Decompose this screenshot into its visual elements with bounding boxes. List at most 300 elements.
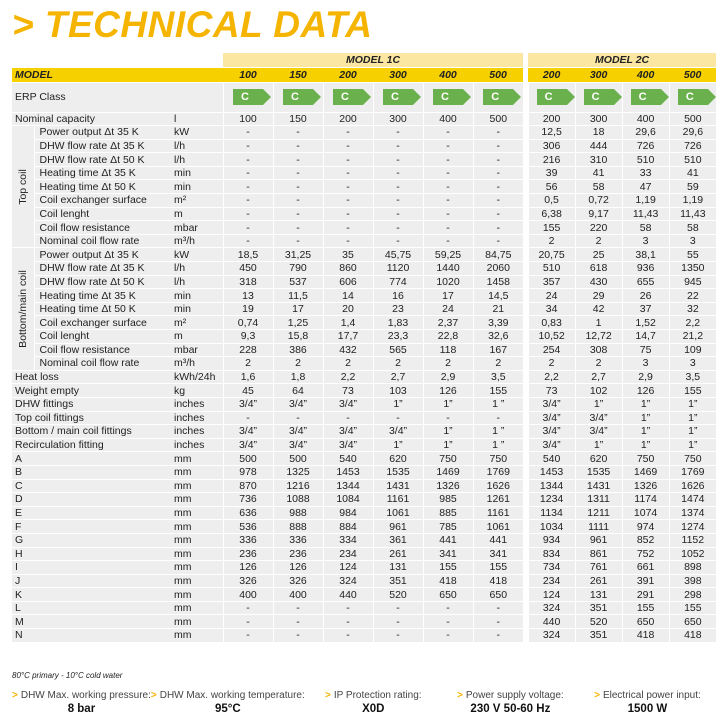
value-cell: 1469 bbox=[423, 465, 473, 479]
page-title: > TECHNICAL DATA bbox=[12, 4, 373, 45]
unit-cell: kW bbox=[171, 248, 223, 262]
value-cell: 341 bbox=[473, 547, 523, 561]
model-header-cell: 300 bbox=[575, 67, 622, 82]
value-cell: - bbox=[273, 629, 323, 643]
value-cell: 1” bbox=[669, 397, 716, 411]
top-coil-row bbox=[12, 234, 716, 248]
value-cell: 24 bbox=[423, 302, 473, 316]
unit-cell: mm bbox=[171, 506, 223, 520]
value-cell: 400 bbox=[223, 588, 273, 602]
general-row bbox=[12, 533, 716, 547]
value-cell: 155 bbox=[423, 561, 473, 575]
value-cell: 1274 bbox=[669, 520, 716, 534]
value-cell: 2,9 bbox=[423, 370, 473, 384]
value-cell: - bbox=[473, 207, 523, 221]
value-cell: 0,5 bbox=[528, 194, 575, 208]
value-cell: 18 bbox=[575, 126, 622, 140]
value-cell: 1311 bbox=[575, 493, 622, 507]
value-cell: 1” bbox=[622, 425, 669, 439]
top-coil-group-label: Top coil bbox=[16, 168, 29, 205]
technical-data-table bbox=[12, 53, 716, 643]
erp-class-label: ERP Class bbox=[12, 82, 223, 112]
value-cell: 9,17 bbox=[575, 207, 622, 221]
value-cell: - bbox=[323, 601, 373, 615]
general-row bbox=[12, 411, 716, 425]
general-row bbox=[12, 493, 716, 507]
row-label: Nominal coil flow rate bbox=[34, 234, 171, 248]
value-cell: - bbox=[373, 234, 423, 248]
unit-cell: min bbox=[171, 180, 223, 194]
row-label: Power output Δt 35 K bbox=[34, 248, 171, 262]
value-cell: 150 bbox=[273, 112, 323, 126]
unit-cell: min bbox=[171, 166, 223, 180]
bottom-coil-row bbox=[12, 275, 716, 289]
value-cell: 650 bbox=[473, 588, 523, 602]
value-cell: 167 bbox=[473, 343, 523, 357]
spec-summary bbox=[12, 690, 716, 715]
value-cell: 14,5 bbox=[473, 289, 523, 303]
unit-cell: m³/h bbox=[171, 234, 223, 248]
value-cell: 31,25 bbox=[273, 248, 323, 262]
value-cell: 400 bbox=[273, 588, 323, 602]
bottom-coil-row bbox=[12, 248, 716, 262]
value-cell: 650 bbox=[669, 615, 716, 629]
value-cell: 3/4” bbox=[373, 425, 423, 439]
unit-cell: inches bbox=[171, 438, 223, 452]
value-cell: 1,4 bbox=[323, 316, 373, 330]
value-cell: 21,2 bbox=[669, 330, 716, 344]
value-cell: 961 bbox=[575, 533, 622, 547]
erp-class-badge: C bbox=[678, 89, 708, 105]
value-cell: 131 bbox=[373, 561, 423, 575]
value-cell: 3 bbox=[669, 234, 716, 248]
general-row bbox=[12, 425, 716, 439]
value-cell: 318 bbox=[223, 275, 273, 289]
value-cell: - bbox=[373, 601, 423, 615]
value-cell: - bbox=[273, 221, 323, 235]
unit-cell: m bbox=[171, 207, 223, 221]
value-cell: 1769 bbox=[473, 465, 523, 479]
value-cell: 103 bbox=[373, 384, 423, 398]
unit-cell: mm bbox=[171, 465, 223, 479]
value-cell: 41 bbox=[669, 166, 716, 180]
value-cell: - bbox=[423, 180, 473, 194]
unit-cell: mm bbox=[171, 520, 223, 534]
value-cell: 2 bbox=[575, 357, 622, 371]
value-cell: 55 bbox=[669, 248, 716, 262]
general-row bbox=[12, 561, 716, 575]
value-cell: 17 bbox=[423, 289, 473, 303]
value-cell: - bbox=[273, 601, 323, 615]
value-cell: - bbox=[273, 411, 323, 425]
value-cell: 1152 bbox=[669, 533, 716, 547]
value-cell: 2 bbox=[528, 234, 575, 248]
unit-cell: mbar bbox=[171, 343, 223, 357]
row-label: N bbox=[12, 629, 171, 643]
value-cell: 22,8 bbox=[423, 330, 473, 344]
value-cell: 109 bbox=[669, 343, 716, 357]
erp-class-cell bbox=[323, 82, 373, 112]
value-cell: 1,8 bbox=[273, 370, 323, 384]
value-cell: 432 bbox=[323, 343, 373, 357]
value-cell: 3 bbox=[669, 357, 716, 371]
value-cell: - bbox=[223, 126, 273, 140]
row-label: Nominal coil flow rate bbox=[34, 357, 171, 371]
unit-cell: inches bbox=[171, 397, 223, 411]
bottom-coil-group-label-cell bbox=[12, 248, 34, 370]
value-cell: 1350 bbox=[669, 262, 716, 276]
erp-class-badge: C bbox=[537, 89, 567, 105]
value-cell: 12,72 bbox=[575, 330, 622, 344]
model-header-cell: 400 bbox=[423, 67, 473, 82]
bottom-coil-row bbox=[12, 302, 716, 316]
value-cell: - bbox=[423, 194, 473, 208]
footnote: 80°C primary - 10°C cold water bbox=[12, 671, 123, 680]
value-cell: 500 bbox=[473, 112, 523, 126]
value-cell: 3/4” bbox=[528, 425, 575, 439]
value-cell: 39 bbox=[528, 166, 575, 180]
value-cell: 752 bbox=[622, 547, 669, 561]
value-cell: 418 bbox=[423, 574, 473, 588]
value-cell: 1061 bbox=[473, 520, 523, 534]
value-cell: 300 bbox=[575, 112, 622, 126]
value-cell: 334 bbox=[323, 533, 373, 547]
value-cell: 620 bbox=[373, 452, 423, 466]
spec-label bbox=[442, 690, 579, 701]
value-cell: - bbox=[423, 234, 473, 248]
value-cell: 1084 bbox=[323, 493, 373, 507]
value-cell: 42 bbox=[575, 302, 622, 316]
value-cell: 236 bbox=[273, 547, 323, 561]
value-cell: 1” bbox=[622, 411, 669, 425]
unit-cell: mm bbox=[171, 629, 223, 643]
spec-value: 8 bar bbox=[67, 703, 96, 715]
value-cell: 1 bbox=[575, 316, 622, 330]
value-cell: 21 bbox=[473, 302, 523, 316]
value-cell: 985 bbox=[423, 493, 473, 507]
value-cell: - bbox=[423, 126, 473, 140]
general-row bbox=[12, 397, 716, 411]
unit-cell: l/h bbox=[171, 262, 223, 276]
value-cell: 984 bbox=[323, 506, 373, 520]
row-label: K bbox=[12, 588, 171, 602]
value-cell: 1,52 bbox=[622, 316, 669, 330]
value-cell: 124 bbox=[528, 588, 575, 602]
value-cell: 618 bbox=[575, 262, 622, 276]
value-cell: 3,5 bbox=[669, 370, 716, 384]
value-cell: 884 bbox=[323, 520, 373, 534]
value-cell: 3 bbox=[622, 357, 669, 371]
value-cell: 126 bbox=[273, 561, 323, 575]
value-cell: - bbox=[373, 194, 423, 208]
model-group-2c: MODEL 2C bbox=[528, 53, 716, 67]
chevron-right-icon: > bbox=[325, 690, 331, 701]
value-cell: - bbox=[473, 601, 523, 615]
spec-label-text: DHW Max. working pressure: bbox=[20, 690, 151, 701]
value-cell: 351 bbox=[575, 601, 622, 615]
value-cell: 126 bbox=[223, 561, 273, 575]
value-cell: 84,75 bbox=[473, 248, 523, 262]
value-cell: - bbox=[423, 166, 473, 180]
top-coil-row bbox=[12, 180, 716, 194]
value-cell: 2,37 bbox=[423, 316, 473, 330]
value-cell: 1 ” bbox=[473, 438, 523, 452]
value-cell: - bbox=[423, 629, 473, 643]
value-cell: 34 bbox=[528, 302, 575, 316]
value-cell: 1453 bbox=[323, 465, 373, 479]
value-cell: 418 bbox=[622, 629, 669, 643]
value-cell: - bbox=[273, 153, 323, 167]
value-cell: 1161 bbox=[373, 493, 423, 507]
value-cell: 20 bbox=[323, 302, 373, 316]
value-cell: 736 bbox=[223, 493, 273, 507]
value-cell: - bbox=[473, 629, 523, 643]
general-row bbox=[12, 615, 716, 629]
value-cell: - bbox=[473, 180, 523, 194]
value-cell: - bbox=[323, 411, 373, 425]
spec-label-text: DHW Max. working temperature: bbox=[159, 690, 305, 701]
model-header-label: MODEL bbox=[12, 67, 223, 82]
value-cell: 261 bbox=[575, 574, 622, 588]
chevron-right-icon: > bbox=[457, 690, 463, 701]
value-cell: 1326 bbox=[622, 479, 669, 493]
value-cell: 1453 bbox=[528, 465, 575, 479]
row-label: DHW flow rate Δt 35 K bbox=[34, 139, 171, 153]
erp-class-cell bbox=[423, 82, 473, 112]
value-cell: 418 bbox=[669, 629, 716, 643]
value-cell: 440 bbox=[528, 615, 575, 629]
row-label: Nominal capacity bbox=[12, 112, 171, 126]
value-cell: 33 bbox=[622, 166, 669, 180]
value-cell: - bbox=[323, 139, 373, 153]
value-cell: 2 bbox=[273, 357, 323, 371]
value-cell: 1344 bbox=[323, 479, 373, 493]
value-cell: 324 bbox=[323, 574, 373, 588]
value-cell: 774 bbox=[373, 275, 423, 289]
value-cell: - bbox=[273, 180, 323, 194]
value-cell: 750 bbox=[622, 452, 669, 466]
model-header-cell: 200 bbox=[528, 67, 575, 82]
value-cell: 1120 bbox=[373, 262, 423, 276]
row-label: Coil flow resistance bbox=[34, 221, 171, 235]
value-cell: 510 bbox=[528, 262, 575, 276]
value-cell: 361 bbox=[373, 533, 423, 547]
value-cell: 1061 bbox=[373, 506, 423, 520]
unit-cell: mm bbox=[171, 601, 223, 615]
value-cell: 974 bbox=[622, 520, 669, 534]
row-label: F bbox=[12, 520, 171, 534]
value-cell: 24 bbox=[528, 289, 575, 303]
value-cell: 3/4” bbox=[323, 397, 373, 411]
value-cell: - bbox=[323, 126, 373, 140]
value-cell: 1469 bbox=[622, 465, 669, 479]
unit-cell: mm bbox=[171, 561, 223, 575]
row-label: DHW fittings bbox=[12, 397, 171, 411]
erp-class-cell bbox=[528, 82, 575, 112]
value-cell: 1” bbox=[669, 425, 716, 439]
value-cell: 1,19 bbox=[669, 194, 716, 208]
value-cell: - bbox=[223, 221, 273, 235]
value-cell: 1” bbox=[622, 397, 669, 411]
nominal-capacity-row bbox=[12, 112, 716, 126]
value-cell: - bbox=[373, 221, 423, 235]
value-cell: 510 bbox=[622, 153, 669, 167]
value-cell: 326 bbox=[223, 574, 273, 588]
value-cell: 3/4” bbox=[575, 411, 622, 425]
value-cell: 1020 bbox=[423, 275, 473, 289]
value-cell: 234 bbox=[528, 574, 575, 588]
row-label: B bbox=[12, 465, 171, 479]
value-cell: 1” bbox=[575, 397, 622, 411]
value-cell: - bbox=[223, 234, 273, 248]
value-cell: - bbox=[373, 180, 423, 194]
value-cell: - bbox=[323, 221, 373, 235]
value-cell: - bbox=[273, 194, 323, 208]
general-row bbox=[12, 601, 716, 615]
value-cell: 336 bbox=[223, 533, 273, 547]
unit-cell: mm bbox=[171, 493, 223, 507]
value-cell: 11,43 bbox=[622, 207, 669, 221]
unit-cell: inches bbox=[171, 411, 223, 425]
row-label: DHW flow rate Δt 50 K bbox=[34, 275, 171, 289]
value-cell: 29,6 bbox=[669, 126, 716, 140]
spec-label-text: IP Protection rating: bbox=[333, 690, 422, 701]
value-cell: 0,74 bbox=[223, 316, 273, 330]
chevron-right-icon: > bbox=[594, 690, 600, 701]
value-cell: 2060 bbox=[473, 262, 523, 276]
unit-cell: min bbox=[171, 302, 223, 316]
value-cell: 3/4” bbox=[323, 425, 373, 439]
value-cell: 1” bbox=[669, 438, 716, 452]
value-cell: 440 bbox=[323, 588, 373, 602]
value-cell: 324 bbox=[528, 629, 575, 643]
value-cell: 606 bbox=[323, 275, 373, 289]
value-cell: 14 bbox=[323, 289, 373, 303]
value-cell: 3/4” bbox=[323, 438, 373, 452]
value-cell: 726 bbox=[622, 139, 669, 153]
value-cell: 29,6 bbox=[622, 126, 669, 140]
value-cell: - bbox=[223, 629, 273, 643]
value-cell: - bbox=[423, 601, 473, 615]
row-label: A bbox=[12, 452, 171, 466]
value-cell: - bbox=[373, 207, 423, 221]
value-cell: - bbox=[423, 221, 473, 235]
value-cell: 565 bbox=[373, 343, 423, 357]
row-label: I bbox=[12, 561, 171, 575]
value-cell: 16 bbox=[373, 289, 423, 303]
value-cell: 64 bbox=[273, 384, 323, 398]
value-cell: 655 bbox=[622, 275, 669, 289]
top-coil-row bbox=[12, 194, 716, 208]
value-cell: - bbox=[373, 166, 423, 180]
value-cell: 2,2 bbox=[669, 316, 716, 330]
erp-class-badge: C bbox=[383, 89, 413, 105]
value-cell: 18,5 bbox=[223, 248, 273, 262]
value-cell: 636 bbox=[223, 506, 273, 520]
unit-cell: l/h bbox=[171, 153, 223, 167]
value-cell: 734 bbox=[528, 561, 575, 575]
value-cell: 118 bbox=[423, 343, 473, 357]
value-cell: 945 bbox=[669, 275, 716, 289]
spec-item bbox=[442, 690, 579, 715]
row-label: Coil lenght bbox=[34, 330, 171, 344]
value-cell: 47 bbox=[622, 180, 669, 194]
value-cell: 1440 bbox=[423, 262, 473, 276]
erp-class-cell bbox=[575, 82, 622, 112]
value-cell: 306 bbox=[528, 139, 575, 153]
value-cell: 3/4” bbox=[223, 397, 273, 411]
value-cell: 126 bbox=[423, 384, 473, 398]
value-cell: 59,25 bbox=[423, 248, 473, 262]
erp-class-cell bbox=[223, 82, 273, 112]
value-cell: - bbox=[223, 166, 273, 180]
bottom-coil-row bbox=[12, 289, 716, 303]
row-label: Coil flow resistance bbox=[34, 343, 171, 357]
value-cell: 26 bbox=[622, 289, 669, 303]
value-cell: 155 bbox=[669, 384, 716, 398]
model-header-cell: 400 bbox=[622, 67, 669, 82]
value-cell: 1626 bbox=[669, 479, 716, 493]
value-cell: 1535 bbox=[575, 465, 622, 479]
value-cell: - bbox=[423, 411, 473, 425]
value-cell: 391 bbox=[622, 574, 669, 588]
erp-class-cell bbox=[273, 82, 323, 112]
value-cell: 2 bbox=[373, 357, 423, 371]
value-cell: 1” bbox=[373, 438, 423, 452]
value-cell: 500 bbox=[273, 452, 323, 466]
value-cell: 1216 bbox=[273, 479, 323, 493]
value-cell: 1074 bbox=[622, 506, 669, 520]
value-cell: 1134 bbox=[528, 506, 575, 520]
chevron-right-icon: > bbox=[12, 690, 18, 701]
unit-cell: min bbox=[171, 289, 223, 303]
value-cell: 1 ” bbox=[473, 425, 523, 439]
value-cell: 1374 bbox=[669, 506, 716, 520]
value-cell: 3/4” bbox=[273, 425, 323, 439]
value-cell: 200 bbox=[323, 112, 373, 126]
value-cell: - bbox=[323, 194, 373, 208]
value-cell: 236 bbox=[223, 547, 273, 561]
value-cell: 14,7 bbox=[622, 330, 669, 344]
value-cell: 1” bbox=[622, 438, 669, 452]
value-cell: - bbox=[473, 615, 523, 629]
value-cell: 870 bbox=[223, 479, 273, 493]
value-cell: 10,52 bbox=[528, 330, 575, 344]
value-cell: 1052 bbox=[669, 547, 716, 561]
unit-cell: mm bbox=[171, 547, 223, 561]
erp-class-badge: C bbox=[283, 89, 313, 105]
value-cell: - bbox=[273, 615, 323, 629]
value-cell: 2 bbox=[223, 357, 273, 371]
value-cell: 500 bbox=[669, 112, 716, 126]
value-cell: 400 bbox=[423, 112, 473, 126]
value-cell: - bbox=[323, 615, 373, 629]
unit-cell: mm bbox=[171, 533, 223, 547]
value-cell: - bbox=[273, 139, 323, 153]
spec-label bbox=[305, 690, 442, 701]
value-cell: 131 bbox=[575, 588, 622, 602]
unit-cell: m² bbox=[171, 316, 223, 330]
value-cell: - bbox=[473, 411, 523, 425]
value-cell: 261 bbox=[373, 547, 423, 561]
row-label: Coil exchanger surface bbox=[34, 194, 171, 208]
top-coil-group-label-cell bbox=[12, 126, 34, 248]
top-coil-row bbox=[12, 139, 716, 153]
value-cell: 25 bbox=[575, 248, 622, 262]
value-cell: 510 bbox=[669, 153, 716, 167]
technical-data-table-wrapper bbox=[12, 53, 716, 643]
unit-cell: mm bbox=[171, 588, 223, 602]
